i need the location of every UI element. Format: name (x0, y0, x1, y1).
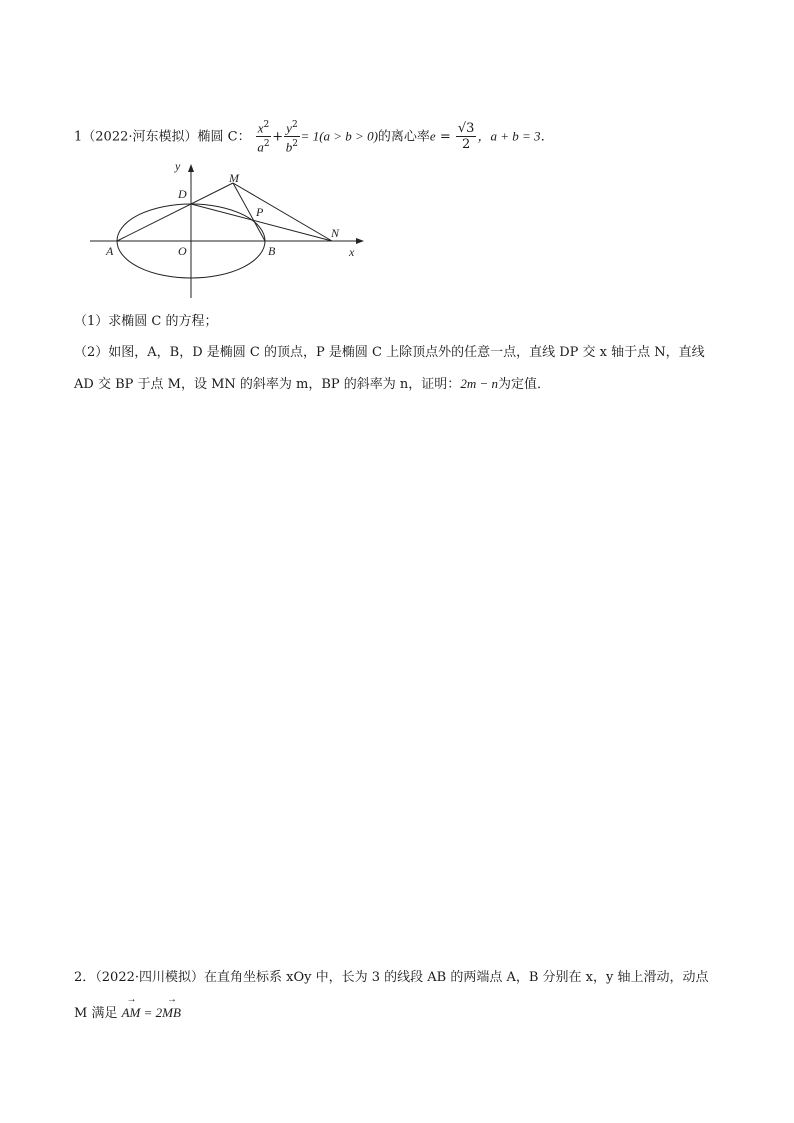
problem2-line2: M 满足 → AM = 2→ MB (74, 1002, 181, 1021)
vector-MB: → MB (162, 1005, 181, 1021)
line-MN (233, 183, 332, 241)
problem1-part1: （1）求椭圆 C 的方程； (74, 314, 218, 329)
label-x: x (349, 245, 355, 259)
problem1-part2-line1: （2）如图，A，B，D 是椭圆 C 的顶点，P 是椭圆 C 上除顶点外的任意一点，直线 DP 交 x 轴于点 N，直线 (74, 345, 705, 360)
sum-condition: ，a + b = 3． (477, 128, 554, 144)
ellipse-condition: = 1(a > b > 0) (300, 128, 378, 144)
label-A: A (106, 244, 114, 258)
line-AM (117, 183, 233, 241)
problem1-statement: 1（2022·河东模拟）椭圆 C： $\frac{x^2}{a^2}$ + $\frac{y^2}{b^2}$ = 1(a > b > 0)的离心率e = $\frac{√3}{2}$ ，a + b = 3． (74, 120, 554, 155)
fraction-x2-a2: $\frac{x^2}{a^2}$ (257, 120, 270, 155)
ellipse-figure (86, 158, 376, 303)
problem1-part2-line2: AD 交 BP 于点 M，设 MN 的斜率为 m，BP 的斜率为 n，证明：2m − n为定值． (74, 376, 550, 392)
expression-2m-n: 2m − n (460, 376, 498, 391)
problem2-line1: 2．（2022·四川模拟）在直角坐标系 xOy 中，长为 3 的线段 AB 的两端点 A，B 分别在 x，y 轴上滑动，动点 (74, 970, 709, 985)
problem-source: （2022·河东模拟） (82, 129, 198, 145)
x-axis-arrow (356, 238, 364, 244)
label-D: D (178, 187, 187, 201)
problem-number: 1 (74, 129, 83, 145)
label-O: O (178, 244, 187, 258)
fraction-eccentricity: $\frac{√3}{2}$ (457, 121, 475, 153)
y-axis-arrow (188, 164, 194, 172)
label-y: y (175, 159, 181, 173)
label-B: B (268, 244, 276, 258)
label-P: P (256, 205, 264, 219)
fraction-y2-b2: $\frac{y^2}{b^2}$ (285, 120, 299, 155)
label-M: M (229, 171, 239, 185)
label-N: N (331, 226, 340, 240)
vector-AM: → AM (122, 1005, 141, 1021)
